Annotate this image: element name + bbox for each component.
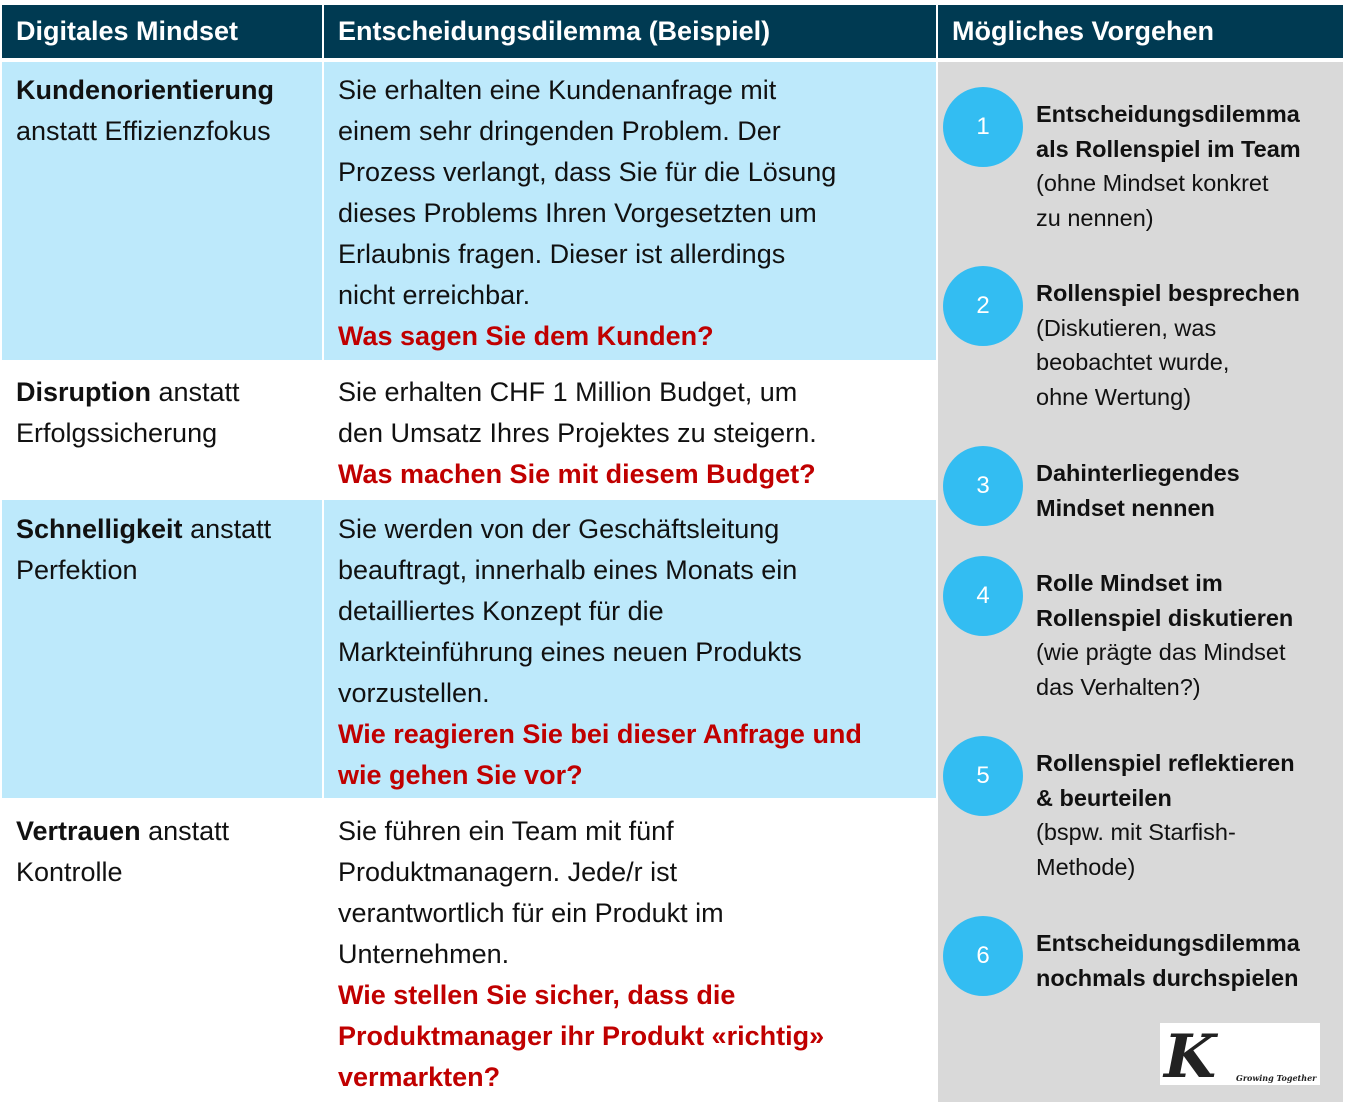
mindset-cell <box>2 62 322 152</box>
step-number-badge: 1 <box>943 87 1023 167</box>
step-note: (Diskutieren, was beobachtet wurde, ohne Wertung) <box>1036 314 1230 410</box>
dilemma-cell <box>324 62 936 357</box>
dilemma-cell <box>324 501 936 796</box>
step-number-badge: 6 <box>943 916 1023 996</box>
step-number-badge: 3 <box>943 446 1023 526</box>
company-logo <box>1160 1023 1320 1085</box>
step-number-badge: 4 <box>943 556 1023 636</box>
step-6 <box>1036 926 1300 995</box>
svg-text:Growing Together: Growing Together <box>1236 1073 1317 1083</box>
step-title: Rollenspiel besprechen <box>1036 280 1300 306</box>
mindset-title: Kundenorientierung <box>16 75 274 105</box>
header-vorgehen: Mögliches Vorgehen <box>938 5 1343 58</box>
logo-k-icon <box>1160 1023 1320 1085</box>
step-4 <box>1036 566 1293 704</box>
dilemma-text: Sie führen ein Team mit fünf Produktmanagern. Jede/r ist verantwortlich für ein Produkt im Unternehmen. <box>338 816 724 969</box>
dilemma-question: Was sagen Sie dem Kunden? <box>338 321 714 351</box>
dilemma-question: Wie stellen Sie sicher, dass die Produktmanager ihr Produkt «richtig» vermarkten? <box>338 980 825 1092</box>
header-entscheidungsdilemma: Entscheidungsdilemma (Beispiel) <box>324 5 936 58</box>
step-title: Entscheidungsdilemma nochmals durchspielen <box>1036 930 1300 991</box>
step-title: Rollenspiel reflektieren & beurteilen <box>1036 750 1295 811</box>
step-number-badge: 5 <box>943 736 1023 816</box>
header-digitales-mindset: Digitales Mindset <box>2 5 322 58</box>
step-title: Dahinterliegendes Mindset nennen <box>1036 460 1240 521</box>
step-2 <box>1036 276 1300 414</box>
mindset-contrast: anstatt Kontrolle <box>16 816 230 887</box>
dilemma-cell <box>324 364 936 495</box>
step-number-badge: 2 <box>943 266 1023 346</box>
mindset-title: Schnelligkeit <box>16 514 183 544</box>
dilemma-text: Sie erhalten eine Kundenanfrage mit einem sehr dringenden Problem. Der Prozess verlangt, dass Sie für die Lösung dieses Problems Ihren Vorgesetzten um Erlaubnis fragen. Dieser ist allerdings nicht erreichbar. <box>338 75 837 310</box>
svg-text:K: K <box>1164 1023 1217 1085</box>
dilemma-text: Sie werden von der Geschäftsleitung beauftragt, innerhalb eines Monats ein detailliertes Konzept für die Markteinführung eines neuen Produkts vorzustellen. <box>338 514 802 708</box>
step-note: (wie prägte das Mindset das Verhalten?) <box>1036 639 1286 700</box>
step-5 <box>1036 746 1295 884</box>
mindset-cell <box>2 501 322 591</box>
dilemma-question: Was machen Sie mit diesem Budget? <box>338 459 816 489</box>
mindset-title: Vertrauen <box>16 816 141 846</box>
dilemma-question: Wie reagieren Sie bei dieser Anfrage und wie gehen Sie vor? <box>338 719 862 790</box>
step-note: (bspw. mit Starfish- Methode) <box>1036 819 1236 880</box>
mindset-contrast: anstatt Effizienzfokus <box>16 116 271 146</box>
mindset-cell <box>2 364 322 454</box>
step-3 <box>1036 456 1240 525</box>
step-title: Entscheidungsdilemma als Rollenspiel im Team <box>1036 101 1301 162</box>
dilemma-cell <box>324 803 936 1098</box>
dilemma-text: Sie erhalten CHF 1 Million Budget, um den Umsatz Ihres Projektes zu steigern. <box>338 377 817 448</box>
mindset-cell <box>2 803 322 893</box>
mindset-title: Disruption <box>16 377 151 407</box>
mindset-contrast: anstatt Perfektion <box>16 514 272 585</box>
step-note: (ohne Mindset konkret zu nennen) <box>1036 170 1269 231</box>
mindset-contrast: anstatt Erfolgssicherung <box>16 377 240 448</box>
step-1 <box>1036 97 1301 235</box>
step-title: Rolle Mindset im Rollenspiel diskutieren <box>1036 570 1294 631</box>
